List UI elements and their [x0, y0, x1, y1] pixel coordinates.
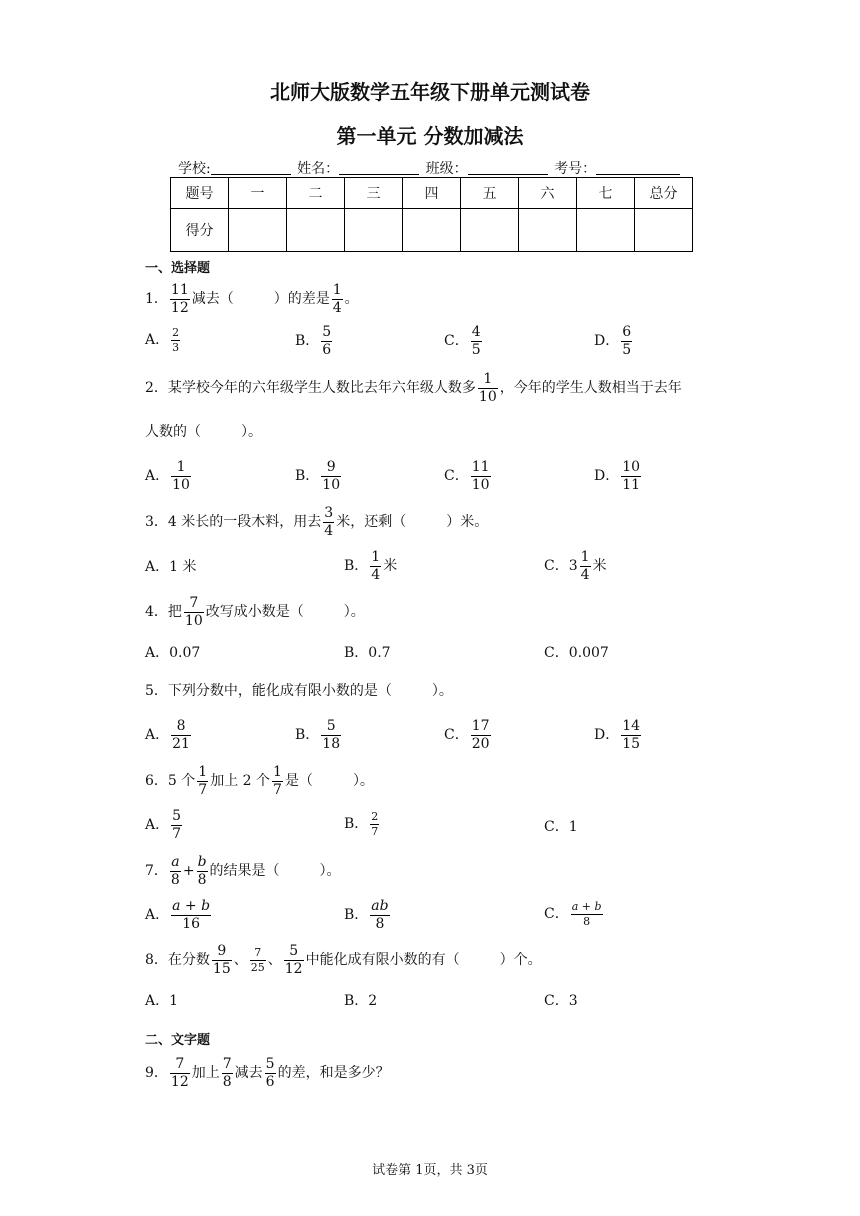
question-8 [145, 944, 542, 976]
fraction: $\frac{1}{7}$ [198, 764, 208, 798]
question-number: 4． [145, 604, 168, 621]
fraction: $\frac{7}{8}$ [222, 1056, 232, 1090]
plus-sign: + [182, 863, 195, 880]
question-7 [145, 855, 341, 887]
fraction: $\frac{5}{6}$ [265, 1056, 275, 1090]
fraction: $\frac{b}{8}$ [197, 854, 207, 888]
fraction: $\frac{3}{4}$ [324, 505, 334, 539]
section-heading-word-problem: 二、文字题 [145, 1033, 211, 1048]
question-text: 某学校今年的六年级学生人数比去年六年级人数多 [167, 380, 476, 397]
fraction: $\frac{5}{12}$ [284, 943, 303, 977]
score-header-cell: 总分 [635, 178, 693, 209]
q4-option-b[interactable]: B．0.7 [344, 645, 391, 661]
question-text: 的差，和是多少？ [277, 1065, 390, 1082]
question-text: ）。 [241, 424, 262, 440]
fraction: $\frac{1}{10}$ [478, 371, 497, 405]
question-5 [145, 684, 453, 698]
question-number: 7． [145, 863, 168, 880]
punctuation: 。 [344, 291, 359, 308]
score-cell[interactable] [461, 209, 519, 252]
question-number: 8． [145, 952, 168, 969]
score-cell[interactable] [577, 209, 635, 252]
question-9 [145, 1057, 390, 1089]
exam-number-label: 考号： [554, 161, 597, 177]
score-row-label: 得分 [171, 209, 229, 252]
score-cell[interactable] [519, 209, 577, 252]
q1-option-b[interactable]: B． $\frac{5}{6}$ [295, 324, 332, 358]
question-number: 9． [145, 1065, 168, 1082]
score-cell[interactable] [287, 209, 345, 252]
question-text: 改写成小数是（ [205, 604, 304, 621]
q5-option-d[interactable]: D． $\frac{14}{15}$ [594, 718, 641, 752]
q6-option-a[interactable]: A． $\frac{5}{7}$ [145, 808, 182, 842]
question-text: 在分数 [167, 952, 210, 969]
q4-option-c[interactable]: C．0.007 [544, 645, 609, 661]
q7-option-c[interactable]: C． $\frac{a + b}{8}$ [544, 900, 602, 928]
question-text: 加上 [191, 1065, 220, 1082]
class-blank[interactable] [468, 160, 548, 175]
page-footer: 试卷第 1页，共 3页 [372, 1163, 488, 1178]
question-text: 5 个 [167, 773, 196, 790]
question-text: 减去 [234, 1065, 263, 1082]
question-number: 2． [145, 380, 168, 397]
score-header-cell: 二 [287, 178, 345, 209]
q5-option-a[interactable]: A． $\frac{8}{21}$ [145, 718, 190, 752]
name-blank[interactable] [339, 160, 419, 175]
fraction: $\frac{9}{15}$ [212, 943, 231, 977]
unit-subtitle: 第一单元 分数加减法 [336, 124, 524, 148]
score-header-cell: 六 [519, 178, 577, 209]
question-6 [145, 765, 374, 797]
q8-option-a[interactable]: A．1 [145, 993, 179, 1009]
score-header-cell: 三 [345, 178, 403, 209]
exam-number-blank[interactable] [596, 160, 680, 175]
q1-option-d[interactable]: D． $\frac{6}{5}$ [594, 324, 632, 358]
question-text: ）。 [431, 683, 453, 699]
q5-option-b[interactable]: B． $\frac{5}{18}$ [295, 718, 341, 752]
question-text: 减去（ [191, 291, 234, 308]
score-table [170, 177, 693, 252]
question-text: ）个。 [499, 952, 542, 969]
question-text: 中能化成有限小数的有（ [305, 952, 460, 969]
fraction: $\frac{1}{7}$ [273, 764, 282, 798]
question-number: 1． [145, 291, 168, 308]
question-text: 5．下列分数中，能化成有限小数的是（ [145, 683, 392, 699]
question-1 [145, 283, 359, 315]
school-blank[interactable] [211, 160, 291, 175]
score-cell[interactable] [345, 209, 403, 252]
question-text: ）。 [343, 604, 365, 621]
question-text: ）。 [352, 773, 374, 790]
question-text: ）。 [319, 863, 341, 880]
score-cell[interactable] [229, 209, 287, 252]
score-header-cell: 一 [229, 178, 287, 209]
q3-option-b[interactable]: B． $\frac{1}{4}$ 米 [344, 549, 398, 583]
q3-option-c[interactable]: C．3 $\frac{1}{4}$ 米 [544, 549, 607, 583]
section-heading-choice: 一、选择题 [145, 261, 211, 276]
question-text: 米，还剩（ [336, 514, 407, 531]
question-3 [145, 506, 488, 538]
q6-option-b[interactable]: B． $\frac{2}{7}$ [344, 810, 379, 838]
fraction: $\frac{7}{12}$ [170, 1056, 189, 1090]
score-cell[interactable] [403, 209, 461, 252]
q6-option-c[interactable]: C．1 [544, 819, 578, 835]
question-text: 是（ [284, 773, 313, 790]
q7-option-b[interactable]: B． $\frac{ab}{8}$ [344, 898, 389, 932]
fraction: $\frac{7}{10}$ [184, 595, 203, 629]
separator: 、 [233, 952, 248, 969]
question-number: 3． [145, 514, 168, 531]
q4-option-a[interactable]: A．0.07 [145, 645, 201, 661]
score-table-header-row [171, 178, 693, 209]
q2-option-a[interactable]: A． $\frac{1}{10}$ [145, 459, 190, 493]
q2-option-d[interactable]: D． $\frac{10}{11}$ [594, 459, 641, 493]
score-header-cell: 四 [403, 178, 461, 209]
question-number: 6． [145, 773, 168, 790]
question-text: 人数的（ [145, 424, 201, 440]
q1-option-c[interactable]: C． $\frac{4}{5}$ [444, 324, 481, 358]
question-text: 4 米长的一段木料，用去 [167, 514, 322, 531]
fraction: $\frac{11}{12}$ [170, 282, 189, 316]
question-text: ）米。 [446, 514, 489, 531]
fraction: $\frac{7}{25}$ [250, 946, 265, 974]
fraction: $\frac{a}{8}$ [170, 854, 180, 888]
q2-option-b[interactable]: B． $\frac{9}{10}$ [295, 459, 341, 493]
q5-option-c[interactable]: C． $\frac{17}{20}$ [444, 718, 490, 752]
q2-option-c[interactable]: C． $\frac{11}{10}$ [444, 459, 490, 493]
question-2 [145, 372, 682, 404]
score-cell[interactable] [635, 209, 693, 252]
question-text: 的结果是（ [209, 863, 280, 880]
q7-option-a[interactable]: A． $\frac{a + b}{16}$ [145, 898, 211, 932]
q3-option-a[interactable]: A．1 米 [145, 559, 197, 575]
q8-option-b[interactable]: B．2 [344, 993, 378, 1009]
school-label: 学校: [178, 161, 211, 177]
question-text: ）的差是 [273, 291, 330, 308]
score-table-score-row [171, 209, 693, 252]
question-text: 加上 2 个 [210, 773, 271, 790]
q8-option-c[interactable]: C．3 [544, 993, 578, 1009]
q1-option-a[interactable]: A． $\frac{2}{3}$ [145, 326, 180, 354]
question-text: ，今年的学生人数相当于去年 [499, 380, 682, 397]
question-4 [145, 596, 365, 628]
score-header-cell: 五 [461, 178, 519, 209]
class-label: 班级： [425, 161, 468, 177]
score-header-cell: 题号 [171, 178, 229, 209]
question-text: 把 [167, 604, 182, 621]
name-label: 姓名： [297, 161, 340, 177]
score-header-cell: 七 [577, 178, 635, 209]
fraction: $\frac{1}{4}$ [332, 282, 342, 316]
student-info-line [178, 158, 682, 178]
separator: 、 [267, 952, 282, 969]
question-2-continued [145, 425, 262, 439]
exam-title: 北师大版数学五年级下册单元测试卷 [270, 80, 590, 104]
